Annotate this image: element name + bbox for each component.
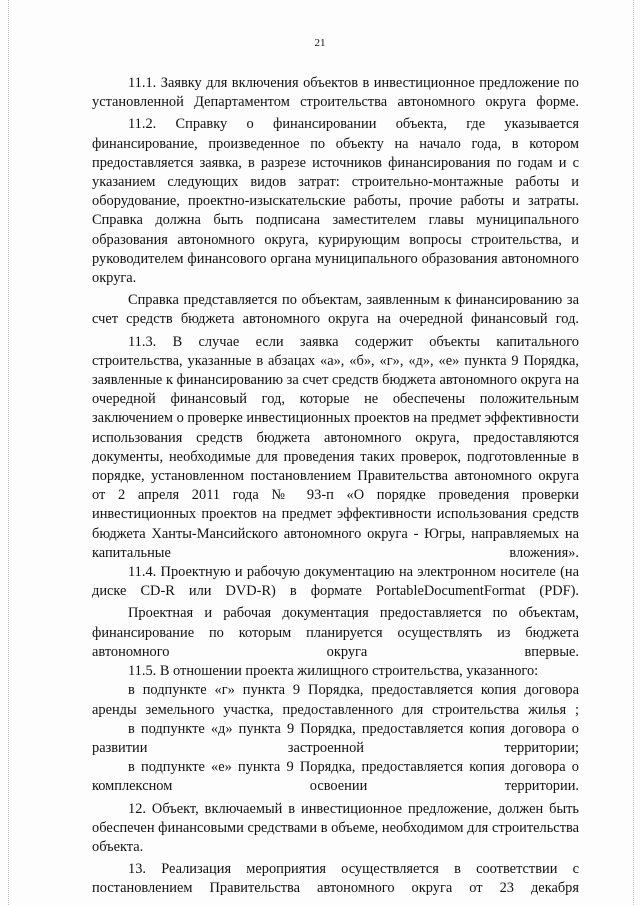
scan-edge-right	[633, 0, 634, 905]
paragraph-certificate-note: Справка представляется по объектам, заявленным к финансированию за счет средств бюджета автономного округа на очередной финансовый год.	[92, 292, 579, 328]
paragraph-11-1: 11.1. Заявку для включения объектов в инвестиционное предложение по установленной Департаментом строительства автономного округа форме.	[92, 75, 579, 111]
paragraph-11-4: 11.4. Проектную и рабочую документацию на электронном носителе (на диске CD-R или DVD-R) в формате PortableDocumentFormat (PDF).	[92, 564, 579, 600]
paragraph-11-2: 11.2. Справку о финансировании объекта, где указывается финансирование, произведенное по объекту на начало года, в котором предоставляется заявка, в разрезе источников финансирования по годам и с указанием следующих видов затрат: строительно-монтажные работы и оборудование, проектно-изыскательские работы, прочие работы и затраты. Справка должна быть подписана заместителем главы муниципального образования автономного округа, курирующим вопросы строительства, и руководителем финансового органа муниципального образования автономного округа.	[92, 116, 579, 287]
paragraph-11-3: 11.3. В случае если заявка содержит объекты капитального строительства, указанные в абзацах «а», «б», «г», «д», «е» пункта 9 Порядка, заявленные к финансированию за счет средств бюджета автономного округа на очередной финансовый год, которые не обеспечены положительным заключением о проверке инвестиционных проектов на предмет эффективности использования средств бюджета автономного округа, предоставляются документы, необходимые для проведения таких проверок, подготовленные в порядке, установленном постановлением Правительства автономного округа от 2 апреля 2011 года № 93-п «О порядке проведения проверки инвестиционных проектов на предмет эффективности использования средств бюджета Ханты-Мансийского автономного округа - Югры, направляемых на капитальные вложения».	[92, 333, 580, 561]
paragraph-design-documentation: Проектная и рабочая документация предоставляется по объектам, финансирование по которым планируется осуществлять из бюджета автономного округа впервые.	[92, 605, 579, 660]
scan-edge-left	[8, 0, 9, 905]
paragraph-subitem-g: в подпункте «г» пункта 9 Порядка, предоставляется копия договора аренды земельного участка, предоставленного для строительства жилья ;	[92, 682, 579, 718]
paragraph-12: 12. Объект, включаемый в инвестиционное предложение, должен быть обеспечен финансовыми средствами в объеме, необходимом для строительства объекта.	[92, 800, 579, 855]
paragraph-subitem-e: в подпункте «е» пункта 9 Порядка, предоставляется копия договора о комплексном освоении территории.	[92, 759, 579, 795]
paragraph-subitem-d: в подпункте «д» пункта 9 Порядка, предоставляется копия договора о развитии застроенной территории;	[92, 720, 579, 756]
page-number: 21	[314, 37, 326, 49]
document-body	[92, 74, 579, 899]
paragraph-11-5: 11.5. В отношении проекта жилищного строительства, указанного:	[128, 663, 539, 680]
paragraph-13: 13. Реализация мероприятия осуществляется в соответствии с постановлением Правительства автономного округа от 23 декабря	[92, 861, 579, 897]
